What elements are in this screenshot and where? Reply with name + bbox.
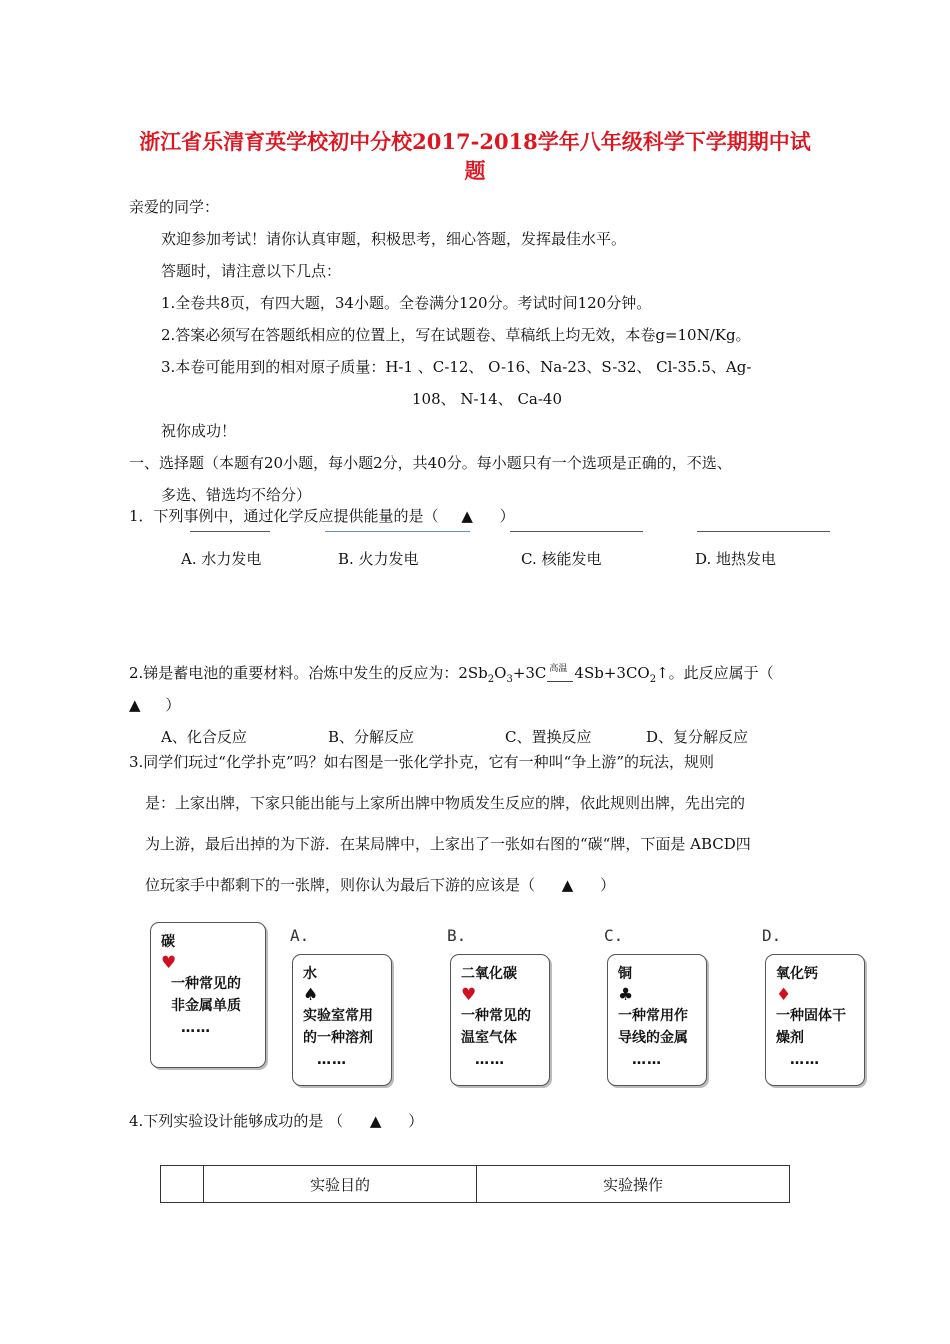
bracket-close: ） — [408, 1112, 424, 1130]
question-2 — [129, 662, 774, 685]
bracket-close: ） — [499, 507, 515, 525]
card-name: 水 — [303, 966, 317, 982]
divider — [190, 531, 270, 532]
q2-option-a[interactable]: A、化合反应 — [161, 728, 247, 746]
reaction-condition: 高温 — [549, 663, 568, 674]
card-desc: 导线的金属 — [618, 1030, 688, 1046]
table-header-cell: 实验操作 — [477, 1166, 790, 1203]
q2-option-c[interactable]: C、置换反应 — [505, 728, 592, 746]
divider — [697, 531, 830, 532]
notice-intro: 答题时，请注意以下几点： — [161, 262, 342, 280]
card-name: 氧化钙 — [776, 966, 818, 982]
card-option-c-copper[interactable] — [607, 954, 707, 1086]
wish-text: 祝你成功！ — [161, 422, 237, 440]
card-option-letter-b: B. — [447, 926, 467, 945]
card-desc: 非金属单质 — [171, 998, 241, 1014]
q2-option-d[interactable]: D、复分解反应 — [646, 728, 749, 746]
answer-mark: ▲ — [561, 876, 574, 894]
card-option-letter-a: A. — [290, 926, 310, 945]
question-2-mark-line — [129, 694, 180, 715]
note-2: 2.答案必须写在答题纸相应的位置上，写在试题卷、草稿纸上均无效，本卷g=10N/Kg。 — [161, 326, 751, 344]
table-header-cell: 实验目的 — [204, 1166, 477, 1203]
heart-icon: ♥ — [161, 953, 177, 973]
question-3-line-3: 为上游，最后出掉的为下游．在某局牌中，上家出了一张如右图的“碳“牌，下面是 ABCD四 — [145, 835, 751, 853]
card-carbon — [150, 922, 266, 1068]
card-dots: …… — [317, 1052, 347, 1068]
divider — [325, 531, 470, 532]
bracket-close: ） — [600, 876, 616, 894]
question-2-stem-end: ↑。此反应属于（ — [656, 664, 774, 682]
card-name: 碳 — [161, 934, 175, 950]
card-option-letter-c: C. — [604, 926, 624, 945]
formula-part: +3C — [512, 664, 547, 682]
card-dots: …… — [632, 1052, 662, 1068]
question-3-line-1: 3.同学们玩过“化学扑克”吗？如右图是一张化学扑克，它有一种叫“争上游”的玩法，规则 — [129, 753, 714, 771]
q2-option-b[interactable]: B、分解反应 — [328, 728, 415, 746]
answer-mark: ▲ — [129, 696, 141, 714]
question-1 — [129, 505, 515, 526]
card-option-b-carbon-dioxide[interactable] — [450, 954, 550, 1086]
club-icon: ♣ — [618, 985, 634, 1005]
card-desc: 温室气体 — [461, 1030, 517, 1046]
note-1: 1.全卷共8页，有四大题，34小题。全卷满分120分。考试时间120分钟。 — [161, 294, 652, 312]
card-desc: 一种常用作 — [618, 1008, 688, 1024]
subscript: 3 — [506, 674, 513, 685]
card-dots: …… — [181, 1020, 211, 1036]
answer-mark: ▲ — [369, 1112, 382, 1130]
greeting: 亲爱的同学： — [129, 198, 220, 216]
question-4-stem: 4.下列实验设计能够成功的是 （ — [129, 1112, 344, 1130]
document-title: 浙江省乐清育英学校初中分校2017-2018学年八年级科学下学期期中试 — [139, 129, 811, 154]
welcome-text: 欢迎参加考试！请你认真审题，积极思考，细心答题，发挥最佳水平。 — [161, 230, 627, 248]
note-3: 3.本卷可能用到的相对原子质量：H-1 、C-12、 O-16、Na-23、S-32、 Cl-35.5、Ag- — [161, 358, 752, 376]
heart-icon: ♥ — [461, 985, 477, 1005]
note-3-continued: 108、 N-14、 Ca-40 — [412, 390, 563, 408]
question-3-line-2: 是：上家出牌，下家只能出能与上家所出牌中物质发生反应的牌，依此规则出牌，先出完的 — [145, 794, 746, 812]
card-dots: …… — [475, 1052, 505, 1068]
divider — [510, 531, 643, 532]
formula-part: 4Sb+3CO — [574, 664, 650, 682]
table-header-cell — [161, 1166, 204, 1203]
q1-option-b[interactable]: B. 火力发电 — [338, 550, 419, 568]
q1-option-a[interactable]: A. 水力发电 — [181, 550, 262, 568]
card-desc: 一种固体干 — [776, 1008, 846, 1024]
q1-option-d[interactable]: D. 地热发电 — [695, 550, 777, 568]
table-header-row — [161, 1166, 790, 1203]
diamond-icon: ♦ — [776, 985, 792, 1005]
bracket-close: ） — [165, 696, 181, 714]
subscript: 2 — [649, 674, 657, 685]
card-desc: 一种常见的 — [171, 976, 241, 992]
section-1-heading: 一、选择题（本题有20小题，每小题2分，共40分。每小题只有一个选项是正确的，不选、 — [129, 454, 732, 472]
card-desc: 燥剂 — [776, 1030, 804, 1046]
question-1-stem: 1．下列事例中，通过化学反应提供能量的是（ — [129, 507, 439, 525]
card-option-letter-d: D. — [762, 926, 782, 945]
card-desc: 一种常见的 — [461, 1008, 531, 1024]
card-option-d-calcium-oxide[interactable] — [765, 954, 865, 1086]
q1-option-c[interactable]: C. 核能发电 — [521, 550, 602, 568]
document-title-continued: 题 — [464, 158, 486, 183]
card-name: 二氧化碳 — [461, 966, 517, 982]
subscript: 2 — [487, 674, 495, 685]
question-2-stem: 2.锑是蓄电池的重要材料。冶炼中发生的反应为：2Sb — [129, 664, 488, 682]
card-option-a-water[interactable] — [292, 954, 392, 1086]
question-3-stem-end: 位玩家手中都剩下的一张牌，则你认为最后下游的应该是（ — [145, 876, 536, 894]
formula-part: O — [494, 664, 507, 682]
experiment-table — [160, 1165, 790, 1203]
spade-icon: ♠ — [303, 985, 319, 1005]
card-name: 铜 — [618, 966, 632, 982]
question-3-line-4 — [145, 874, 615, 895]
section-1-heading-continued: 多选、错选均不给分） — [161, 486, 312, 504]
card-desc: 的一种溶剂 — [303, 1030, 373, 1046]
card-dots: …… — [790, 1052, 820, 1068]
answer-mark: ▲ — [461, 507, 473, 525]
card-desc: 实验室常用 — [303, 1008, 373, 1024]
reaction-arrow — [547, 663, 573, 682]
question-4 — [129, 1110, 423, 1131]
